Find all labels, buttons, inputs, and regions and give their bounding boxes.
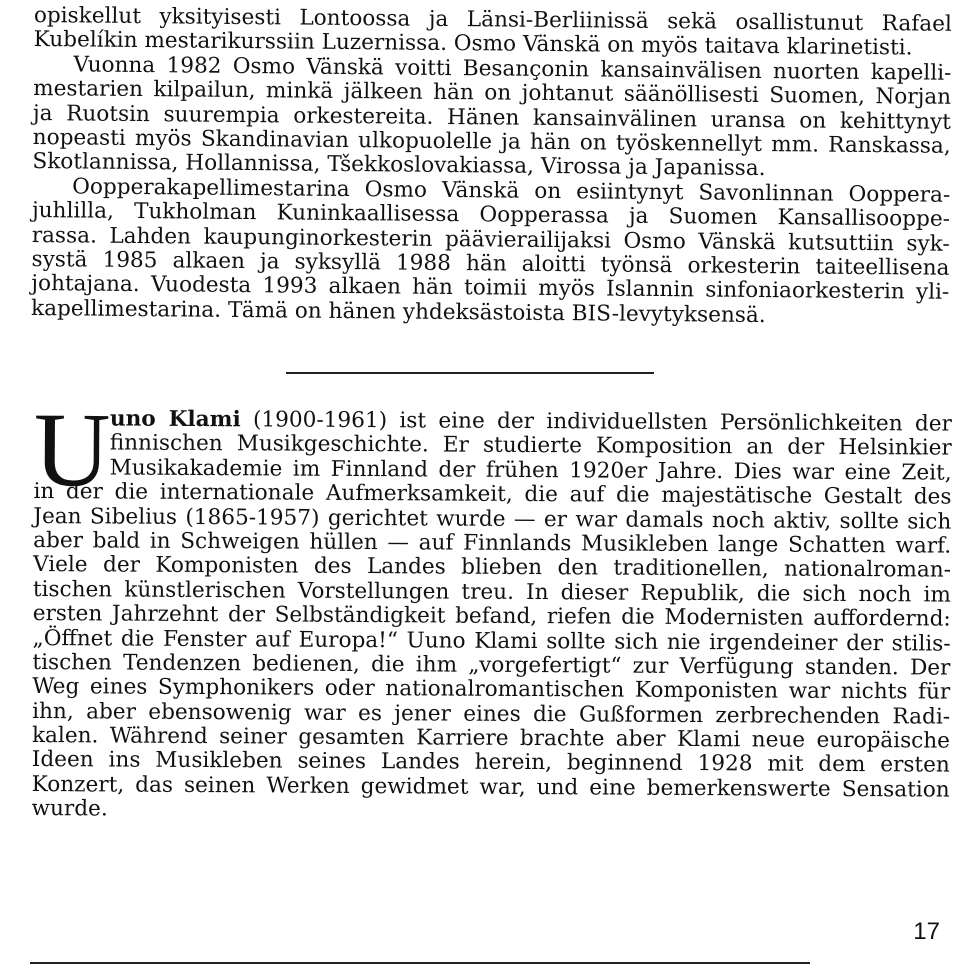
text-line: kalen. Während seiner gesamten Karriere brachte aber Klami neue europäische	[31, 723, 951, 754]
section-divider	[286, 372, 654, 374]
text-line: Weg eines Symphonikers oder nationalromantischen Komponisten war nichts für	[32, 674, 951, 705]
text-line: ersten Jahrzehnt der Selbständigkeit befand, riefen die Modernisten auffordernd:	[32, 601, 951, 632]
text-line: ihn, aber ebensowenig war es jener eines die Gußformen zerbrechenden Radi-	[32, 698, 951, 730]
drop-cap: U	[33, 391, 111, 509]
text-line: nopeasti myös Skandinavian ulkopuolelle ja hän on työskennellyt mm. Ranskassa,	[32, 124, 951, 159]
text-line: juhlilla, Tukholman Kuninkaallisessa Oopperassa ja Suomen Kansallisooppe-	[31, 198, 951, 232]
text-line-rest: (1900-1961) ist eine der individuellsten Persönlichkeiten der	[240, 407, 952, 437]
text-line: johtajana. Vuodesta 1993 alkaen hän toimii myös Islannin sinfoniaorkesterin yli-	[31, 271, 950, 306]
text-line: opiskellut yksityisesti Lontoossa ja Länsi-Berliinissä sekä osallistunut Rafael	[33, 3, 952, 37]
footer-rule	[30, 962, 810, 964]
text-line: Musikakademie im Finnland der frühen 1920er Jahre. Dies war eine Zeit,	[109, 455, 952, 486]
text-line: kapellimestarina. Tämä on hänen yhdeksästoista BIS-levytyksensä.	[30, 295, 766, 328]
text-line: aber bald in Schweigen hüllen — auf Finnlands Musikleben lange Schatten warf.	[33, 527, 952, 559]
text-line: wurde.	[31, 796, 108, 822]
text-line: Oopperakapellimestarina Osmo Vänskä on esiintynyt Savonlinnan Oopperа-	[72, 174, 951, 208]
finnish-biography-text	[31, 4, 952, 330]
composer-name: uno Klami	[109, 406, 241, 433]
page-number: 17	[913, 918, 940, 945]
text-line: mestarien kilpailun, minkä jälkeen hän on johtanut säänöllisesti Suomen, Norjan	[33, 76, 952, 110]
german-biography-text	[31, 391, 952, 827]
text-line: Jean Sibelius (1865-1957) gerichtet wurde — er war damals noch aktiv, sollte sich	[33, 503, 952, 535]
text-line: tischen künstlerischen Vorstellungen treu. In dieser Republik, die sich noch im	[32, 576, 951, 608]
text-line: Kubelíkin mestarikurssiin Luzernissa. Osmo Vänskä on myös taitava klarinetisti.	[33, 27, 913, 61]
text-line: rassa. Lahden kaupunginorkesterin päävierailijaksi Osmo Vänskä kutsuttiin syk-	[31, 222, 950, 257]
text-line: ja Ruotsin suurempia orkestereita. Hänen kansainvälinen uransa on kehittynyt	[32, 100, 952, 135]
text-line: finnischen Musikgeschichte. Er studierte Komposition an der Helsinkier	[109, 430, 952, 461]
text-line: systä 1985 alkaen ja syksyllä 1988 hän aloitti työnsä orkesterin taiteellisena	[31, 246, 950, 281]
text-line: Skotlannissa, Hollannissa, Tšekkoslovakiassa, Virossa ja Japanissa.	[32, 149, 766, 182]
text-line: tischen Tendenzen bedienen, die ihm „vorgefertigt“ zur Verfügung standen. Der	[32, 649, 951, 681]
text-line: in der die internationale Aufmerksamkeit, die auf die majestätische Gestalt des	[33, 479, 952, 510]
text-line: Ideen ins Musikleben seines Landes herein, beginnend 1928 mit dem ersten	[31, 747, 950, 779]
text-line: Vuonna 1982 Osmo Vänskä voitti Besançonin kansainvälisen nuorten kapelli-	[73, 52, 952, 86]
text-line: Konzert, das seinen Werken gewidmet war, und eine bemerkenswerte Sensation	[31, 771, 950, 803]
text-line: Viele der Komponisten des Landes blieben den traditionellen, nationalroman-	[32, 552, 952, 583]
text-line: „Öffnet die Fenster auf Europa!“ Uuno Klami sollte sich nie irgendeiner der stilis-	[32, 625, 951, 657]
